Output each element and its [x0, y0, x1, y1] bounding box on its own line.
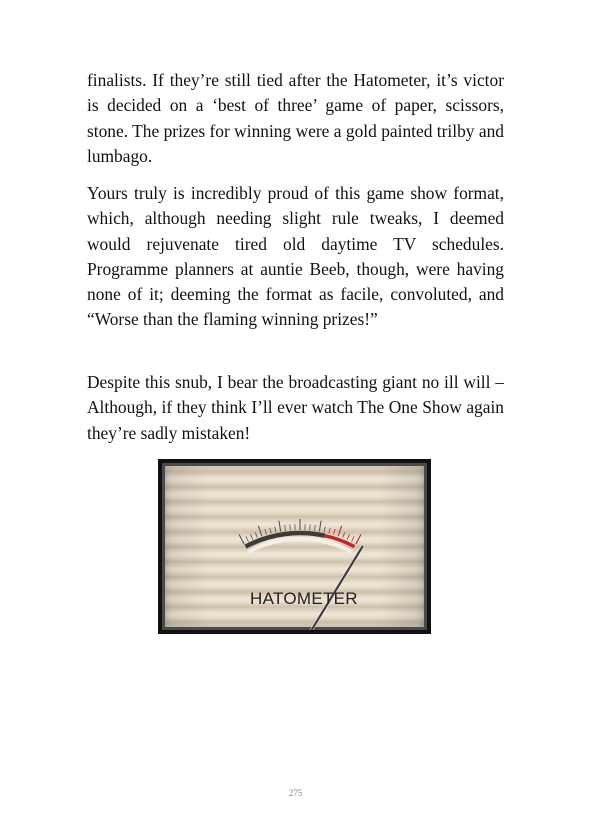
meter-tick [255, 532, 257, 538]
paragraph-2: Yours truly is incredibly proud of this game show format, which, although needing slight rule tweaks, I deemed would rejuvenate tired old daytime TV schedules. Programme planners at auntie Beeb, though, were having none of it; deeming the format as facile, convoluted, and “Worse than the flaming winning prizes!” [87, 183, 504, 330]
meter-tick [333, 529, 335, 535]
hatometer-illustration [158, 459, 431, 634]
meter-tick [338, 526, 342, 536]
meter-tick [343, 532, 345, 538]
meter-tick [324, 527, 325, 533]
meter-tick [275, 527, 276, 533]
meter-tick [315, 525, 316, 531]
meter-tick [258, 526, 262, 536]
meter-tick [250, 534, 252, 540]
meter-tick [329, 528, 330, 534]
paragraph-1: finalists. If they’re still tied after the Hatometer, it’s victor is decided on a ‘best of three’ game of paper, scissors, stone. The prizes for winning were a gold painted trilby and lumbago. [87, 70, 504, 166]
meter-tick [239, 534, 244, 544]
paragraph-3: Despite this snub, I bear the broadcasting giant no ill will – Although, if they think I’ll ever watch The One Show again they’re sadly mistaken! [87, 372, 504, 443]
page-number: 275 [288, 788, 303, 798]
meter-tick [246, 536, 249, 541]
meter-tick [285, 525, 286, 531]
meter-tick [356, 534, 361, 544]
meter-tick [347, 534, 349, 540]
meter-tick [279, 521, 281, 532]
meter-dial-face [162, 463, 427, 630]
meter-tick [352, 536, 355, 541]
meter-tick [265, 529, 267, 535]
meter-label: HATOMETER [250, 589, 358, 608]
meter-tick [319, 521, 321, 532]
meter-tick [270, 528, 271, 534]
